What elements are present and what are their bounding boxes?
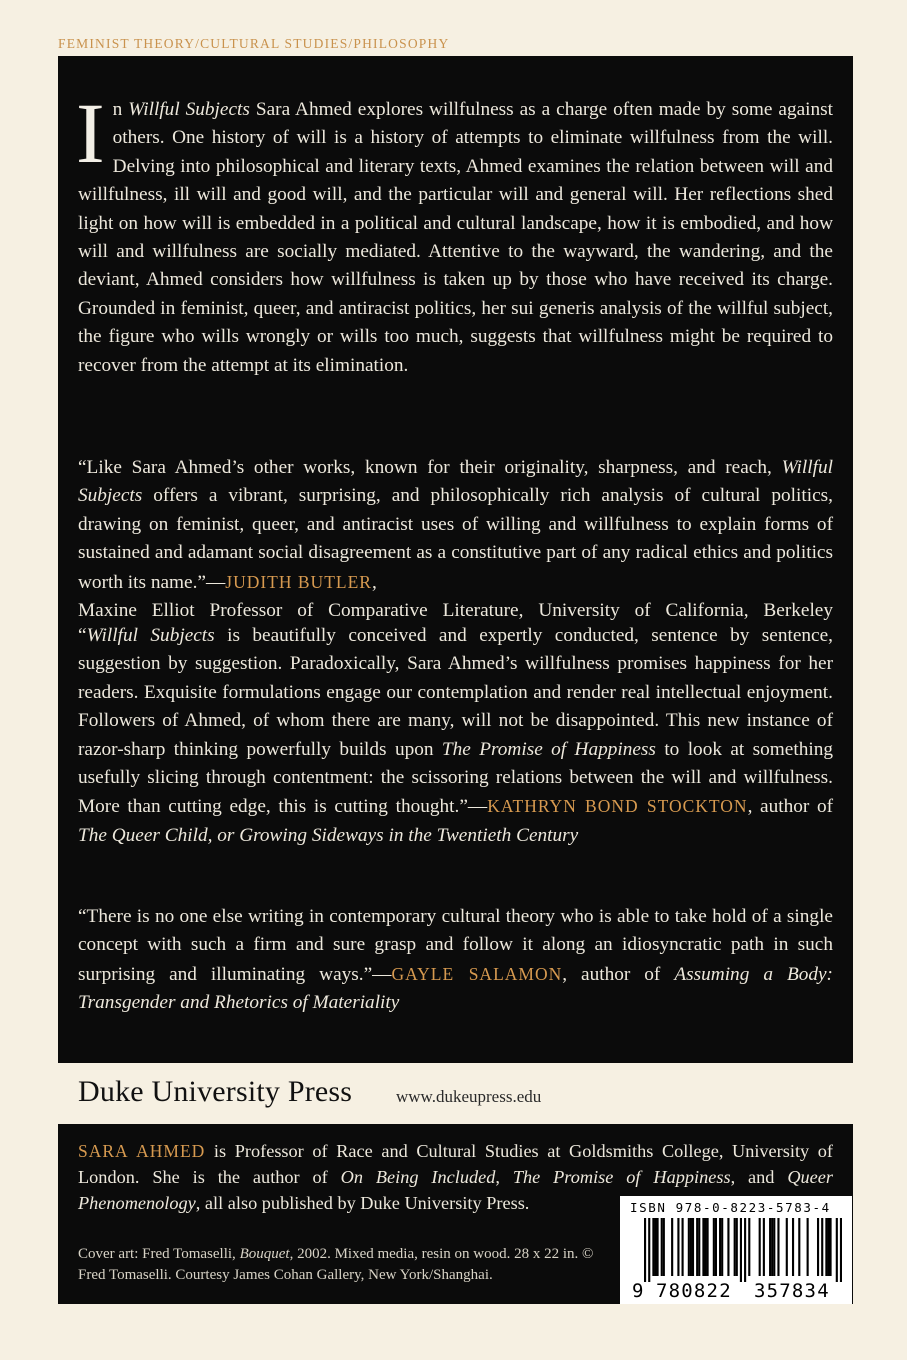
barcode-bar	[644, 1218, 646, 1282]
book-title: Willful Subjects	[78, 457, 833, 507]
book-title: The Queer Child, or Growing Sideways in the Twentieth Century	[78, 824, 579, 846]
barcode-bar	[715, 1218, 717, 1276]
barcode-bar	[771, 1218, 773, 1276]
artwork-title: Bouquet	[239, 1246, 290, 1262]
description-text: n	[112, 99, 129, 120]
barcode-bar	[786, 1218, 788, 1276]
barcode-bar	[769, 1218, 771, 1276]
barcode-bar	[690, 1218, 692, 1276]
drop-cap: I	[76, 85, 105, 181]
category-label: FEMINIST THEORY/CULTURAL STUDIES/PHILOSOPHY	[58, 36, 450, 51]
barcode-bar	[704, 1218, 706, 1276]
barcode-bar	[648, 1218, 650, 1282]
quote-text: “	[78, 625, 87, 646]
barcode-bar	[734, 1218, 736, 1276]
quote-author: KATHRYN BOND STOCKTON	[487, 796, 748, 817]
barcode-icon	[632, 1218, 842, 1282]
author-affiliation: Maxine Elliot Professor of Comparative Literature, University of California, Berkeley	[78, 600, 833, 622]
barcode-bar	[807, 1218, 809, 1276]
quote-text: to look at something usefully slicing through contentment: the scissoring relations between the will and willfulness. More than cutting edge, this is cutting thought.”—	[78, 738, 834, 818]
isbn-label: ISBN 978-0-8223-5783-4	[630, 1200, 831, 1215]
barcode-bar	[825, 1218, 827, 1276]
barcode-bar	[719, 1218, 721, 1276]
barcode-bar	[682, 1218, 684, 1276]
barcode-digits: 357834	[754, 1280, 830, 1302]
quote-text: , author of	[747, 796, 834, 818]
book-title: Queer Phenomenology	[78, 1167, 834, 1213]
book-title: Willful Subjects	[128, 99, 250, 120]
quote-text: , author of	[562, 963, 675, 985]
barcode-bar	[763, 1218, 765, 1276]
credit-text: , 2002. Mixed media, resin on wood. 28 x 22 in. © Fred Tomaselli. Courtesy James Cohan Gallery, New York/Shanghai.	[78, 1246, 594, 1283]
quote-text: is beautifully conceived and expertly conducted, sentence by sentence, suggestion by suggestion. Paradoxically, Sara Ahmed’s willfulness promises happiness for her readers. Exquisite formulations engage our contemplation and render real intellectual enjoyment. Followers of Ahmed, of whom there are many, will not be disappointed. This new instance of razor-sharp thinking powerfully builds upon	[78, 625, 833, 760]
endorsement-quote	[78, 454, 833, 625]
barcode-bar	[759, 1218, 761, 1276]
bio-text: is Professor of Race and Cultural Studies at Goldsmiths College, University of London. She is the author of	[78, 1141, 834, 1187]
bio-text: ,	[495, 1167, 513, 1187]
barcode-digit: 9	[632, 1280, 645, 1302]
quote-text: ,	[371, 571, 377, 593]
barcode-bar	[696, 1218, 698, 1276]
book-title: Assuming a Body: Transgender and Rhetorics of Materiality	[78, 963, 833, 1014]
book-title: The Promise of Happiness	[441, 738, 656, 760]
barcode-bar	[740, 1218, 742, 1282]
barcode-bar	[840, 1218, 842, 1282]
barcode-bar	[702, 1218, 704, 1276]
author-name: SARA AHMED	[78, 1141, 206, 1161]
cover-art-credit	[78, 1244, 608, 1286]
barcode-bar	[744, 1218, 746, 1282]
barcode-bar	[652, 1218, 654, 1276]
barcode-bar	[663, 1218, 665, 1276]
barcode-bar	[792, 1218, 794, 1276]
barcode-bar	[698, 1218, 700, 1276]
barcode-bar	[748, 1218, 750, 1276]
bio-text: , and	[730, 1167, 788, 1187]
endorsement-quote	[78, 903, 833, 1018]
barcode-bar	[671, 1218, 673, 1276]
barcode-bar	[692, 1218, 694, 1276]
barcode-bar	[657, 1218, 659, 1276]
barcode-bar	[727, 1218, 729, 1276]
barcode-bar	[677, 1218, 679, 1276]
quote-text: offers a vibrant, surprising, and philosophically rich analysis of cultural politics, drawing on feminist, queer, and antiracist uses of willing and willfulness to explain forms of sustained and adamant social disagreement as a constitutive part of any radical ethics and politics worth its name.”—	[78, 485, 833, 593]
endorsement-quote	[78, 622, 833, 850]
barcode-bar	[736, 1218, 738, 1276]
publisher-name: Duke University Press	[78, 1075, 353, 1108]
credit-text: Cover art: Fred Tomaselli,	[78, 1246, 240, 1262]
barcode-bar	[829, 1218, 831, 1276]
book-title: Willful Subjects	[86, 625, 215, 646]
barcode-bar	[721, 1218, 723, 1276]
barcode-bar	[777, 1218, 779, 1276]
quote-author: GAYLE SALAMON	[391, 963, 563, 984]
barcode-bar	[707, 1218, 709, 1276]
barcode-bar	[688, 1218, 690, 1276]
description-text: Sara Ahmed explores willfulness as a charge often made by some against others. One history of will is a history of attempts to eliminate willfulness from the will. Delving into philosophical and literary texts, Ahmed examines the relation between will and willfulness, ill will and good will, and the particular will and general will. Her reflections shed light on how will is embedded in a political and cultural landscape, how it is embodied, and how will and willfulness are socially mediated. Attentive to the wayward, the wandering, and the deviant, Ahmed considers how willfulness is taken up by those who have received its charge. Grounded in feminist, queer, and antiracist politics, her sui generis analysis of the willful subject, the figure who wills wrongly or wills too much, suggests that willfulness might be required to recover from the attempt at its elimination.	[78, 99, 833, 376]
barcode-bar	[821, 1218, 823, 1276]
book-title: On Being Included	[340, 1167, 496, 1187]
barcode-bar	[817, 1218, 819, 1276]
barcode-bar	[827, 1218, 829, 1276]
quote-author: JUDITH BUTLER	[225, 571, 372, 592]
barcode-bar	[713, 1218, 715, 1276]
quote-text: “Like Sara Ahmed’s other works, known for their originality, sharpness, and reach,	[78, 457, 782, 478]
quote-text: “There is no one else writing in contemporary cultural theory who is able to take hold of a single concept with such a firm and sure grasp and follow it along an idiosyncratic path in such surprising and illuminating ways.”—	[78, 906, 833, 985]
barcode-bar	[654, 1218, 656, 1276]
publisher-url: www.dukeupress.edu	[396, 1087, 542, 1106]
barcode-bar	[773, 1218, 775, 1276]
barcode-bar	[798, 1218, 800, 1276]
bio-text: , all also published by Duke University Press.	[195, 1193, 530, 1213]
book-description	[76, 85, 833, 380]
barcode-bar	[836, 1218, 838, 1282]
book-title: The Promise of Happiness	[512, 1167, 731, 1187]
barcode-bar	[661, 1218, 663, 1276]
barcode-digits: 780822	[656, 1280, 732, 1302]
